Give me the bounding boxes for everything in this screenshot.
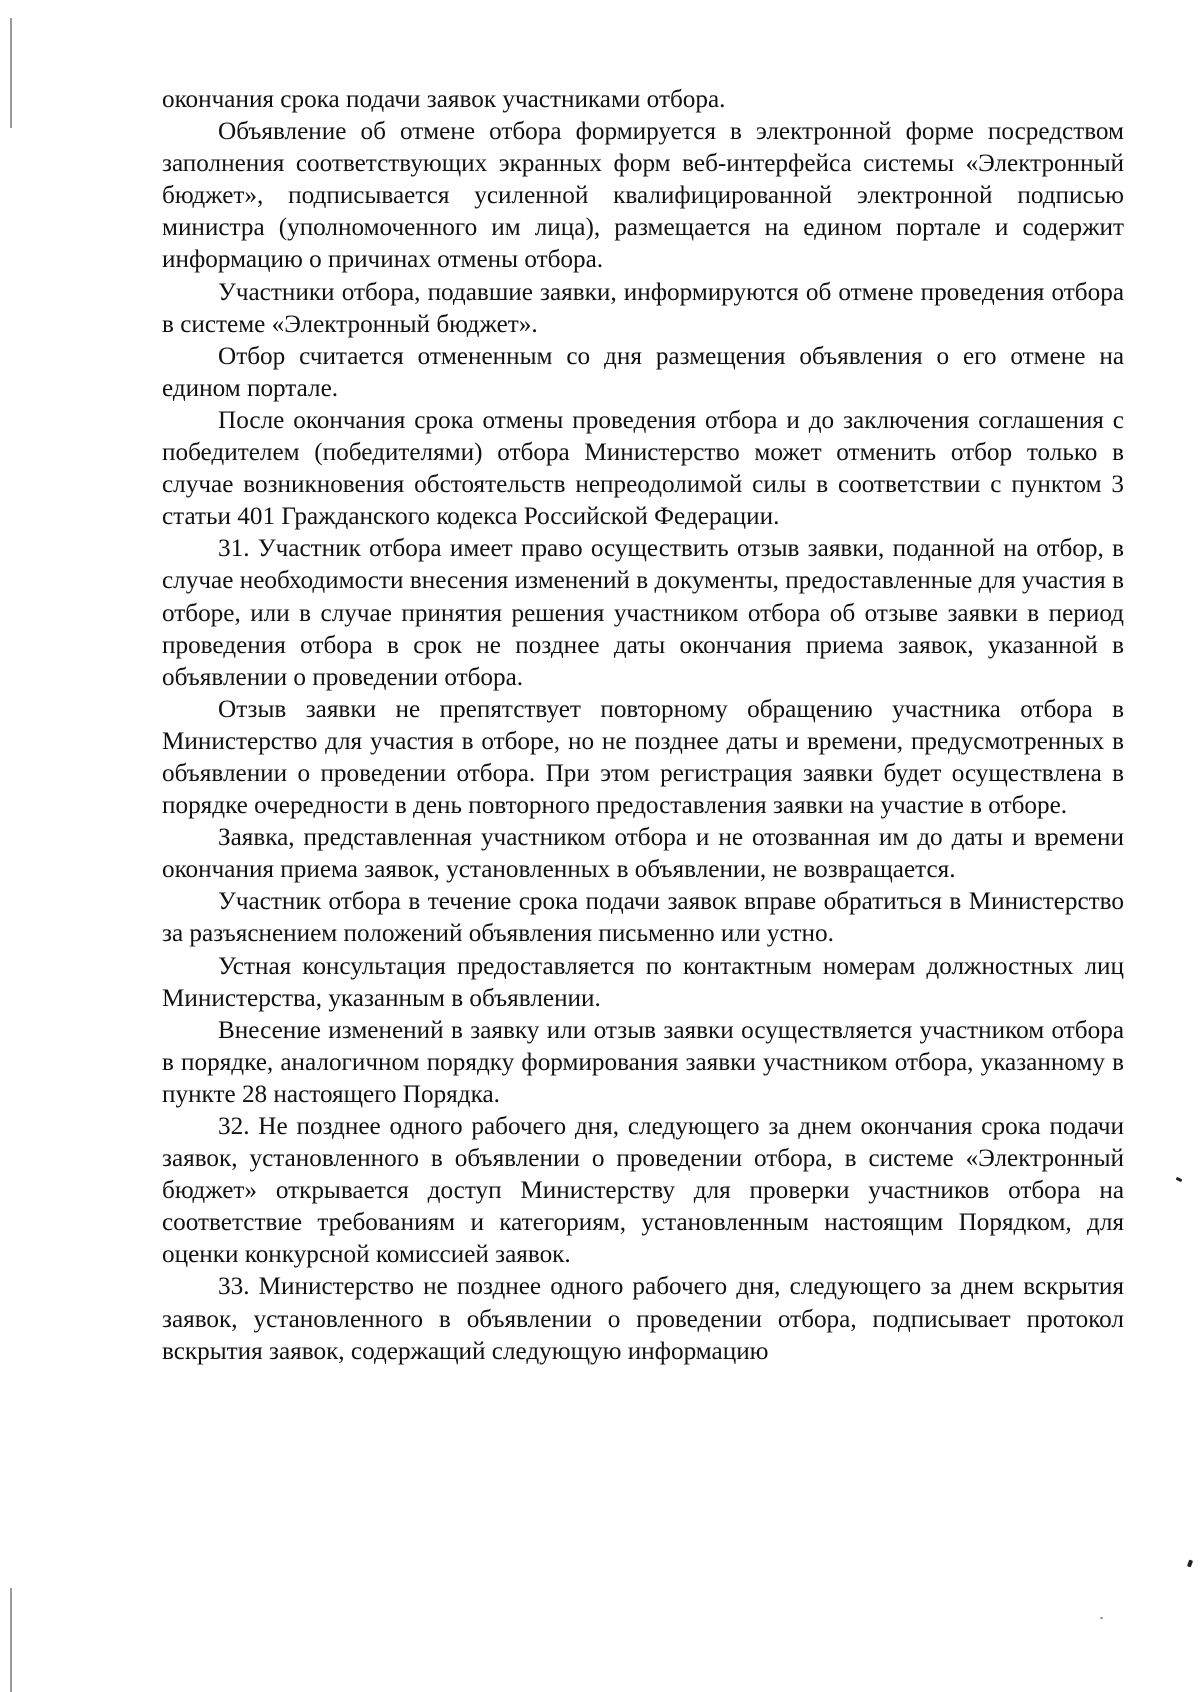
paragraph-clause-33: 33. Министерство не позднее одного рабочего дня, следующего за днем вскрытия заявок, установленного в объявлении о проведении отбора, подписывает протокол вскрытия заявок, содержащий следующую информацию [162, 1273, 1124, 1365]
paragraph-not-returned: Заявка, представленная участником отбора и не отозванная им до даты и времени окончания приема заявок, установленных в объявлении, не возвращается. [162, 824, 1124, 884]
scan-speck [1176, 1177, 1183, 1182]
document-body [162, 84, 1124, 1368]
paragraph-participants-informed: Участники отбора, подавшие заявки, информируются об отмене проведения отбора в системе «Электронный бюджет». [162, 278, 1124, 338]
paragraph-changes-procedure: Внесение изменений в заявку или отзыв заявки осуществляется участником отбора в порядке, аналогичном порядку формирования заявки участником отбора, указанному в пункте 28 настоящего Порядка. [162, 1016, 1124, 1108]
scan-edge-line-bottom [10, 1588, 12, 1692]
scan-speck [1187, 1560, 1193, 1568]
scan-edge-line-top [10, 18, 12, 128]
paragraph-oral-consultation: Устная консультация предоставляется по контактным номерам должностных лиц Министерства, указанным в объявлении. [162, 952, 1124, 1012]
paragraph-clarification: Участник отбора в течение срока подачи заявок вправе обратиться в Министерство за разъяснением положений объявления письменно или устно. [162, 888, 1124, 948]
paragraph-cancel-announcement: Объявление об отмене отбора формируется в электронной форме посредством заполнения соответствующих экранных форм веб-интерфейса системы «Электронный бюджет», подписывается усиленной квалифицированной электронной подписью министра (уполномоченного им лица), размещается на едином портале и содержит информацию о причинах отмены отбора. [162, 118, 1124, 274]
paragraph-clause-32: 32. Не позднее одного рабочего дня, следующего за днем окончания срока подачи заявок, установленного в объявлении о проведении отбора, в системе «Электронный бюджет» открывается доступ Министерству для проверки участников отбора на соответствие требованиям и категориям, установленным настоящим Порядком, для оценки конкурсной комиссией заявок. [162, 1113, 1124, 1269]
paragraph-cancel-effective: Отбор считается отмененным со дня размещения объявления о его отмене на едином портале. [162, 342, 1124, 402]
scan-speck [1100, 1617, 1103, 1619]
paragraph-continuation: окончания срока подачи заявок участниками отбора. [162, 86, 726, 113]
paragraph-force-majeure: После окончания срока отмены проведения отбора и до заключения соглашения с победителем (победителями) отбора Министерство может отменить отбор только в случае возникновения обстоятельств непреодолимой силы в соответствии с пунктом 3 статьи 401 Гражданского кодекса Российской Федерации. [162, 406, 1124, 531]
paragraph-withdrawal-resubmit: Отзыв заявки не препятствует повторному обращению участника отбора в Министерство для участия в отборе, но не позднее даты и времени, предусмотренных в объявлении о проведении отбора. При этом регистрация заявки будет осуществлена в порядке очередности в день повторного предоставления заявки на участие в отборе. [162, 695, 1124, 820]
paragraph-clause-31: 31. Участник отбора имеет право осуществить отзыв заявки, поданной на отбор, в случае необходимости внесения изменений в документы, предоставленные для участия в отборе, или в случае принятия решения участником отбора об отзыве заявки в период проведения отбора в срок не позднее даты окончания приема заявок, указанной в объявлении о проведении отбора. [162, 535, 1124, 691]
